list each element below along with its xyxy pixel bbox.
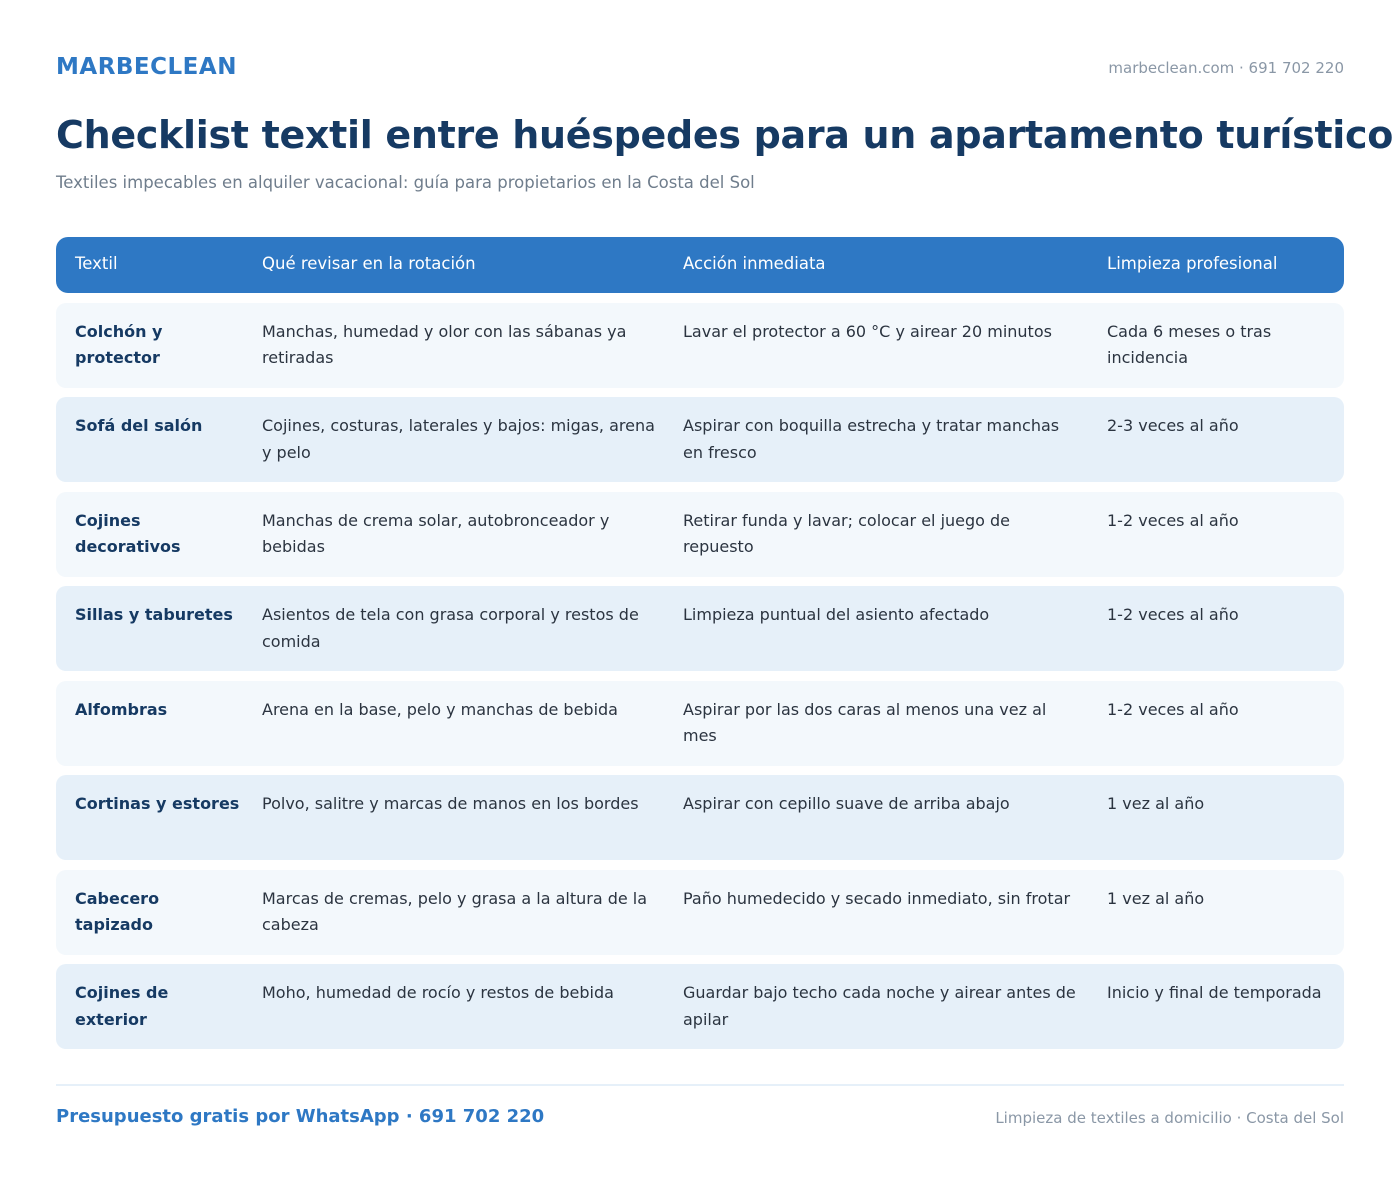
footer-divider	[56, 1084, 1344, 1086]
table-row	[56, 964, 1344, 1049]
cell-limpieza: 1-2 veces al año	[1107, 605, 1239, 624]
page-subtitle: Textiles impecables en alquiler vacacional: guía para propietarios en la Costa del Sol	[56, 173, 755, 192]
header-textil: Textil	[75, 254, 118, 273]
table-row	[56, 681, 1344, 766]
cell-limpieza: 1 vez al año	[1107, 888, 1205, 908]
table-row	[56, 397, 1344, 482]
cell-textil: Sofá del salón	[75, 416, 203, 435]
cell-textil: Colchón y protector	[75, 321, 163, 367]
table-row	[56, 775, 1344, 860]
cell-limpieza: 1-2 veces al año	[1107, 510, 1239, 530]
cell-accion: Aspirar por las dos caras al menos una vez al mes	[683, 699, 1047, 745]
cell-revisar: Cojines, costuras, laterales y bajos: migas, arena y pelo	[262, 416, 655, 462]
table-header	[56, 237, 1344, 293]
table-row	[56, 586, 1344, 671]
cell-limpieza: Inicio y final de temporada	[1107, 983, 1322, 1002]
table-row	[56, 303, 1344, 388]
cell-textil: Cojines de exterior	[75, 983, 169, 1029]
cell-limpieza: Cada 6 meses o tras incidencia	[1107, 321, 1272, 367]
cell-accion: Aspirar con cepillo suave de arriba abajo	[683, 794, 1010, 813]
cell-revisar: Moho, humedad de rocío y restos de bebida	[262, 983, 614, 1002]
header-accion: Acción inmediata	[683, 254, 826, 273]
table-row	[56, 492, 1344, 577]
cell-accion: Guardar bajo techo cada noche y airear antes de apilar	[683, 983, 1076, 1029]
footer-tagline: Limpieza de textiles a domicilio · Costa del Sol	[995, 1109, 1344, 1127]
table-row	[56, 870, 1344, 955]
cell-revisar: Marcas de cremas, pelo y grasa a la altura de la cabeza	[262, 888, 648, 934]
cell-accion: Limpieza puntual del asiento afectado	[683, 605, 990, 624]
brand-logo[interactable]: MARBECLEAN	[56, 54, 237, 80]
header-revisar: Qué revisar en la rotación	[262, 254, 476, 273]
cell-textil: Cortinas y estores	[75, 794, 240, 813]
cell-textil: Alfombras	[75, 699, 168, 719]
cell-limpieza: 2-3 veces al año	[1107, 416, 1239, 435]
cell-revisar: Asientos de tela con grasa corporal y restos de comida	[262, 605, 639, 651]
cell-accion: Paño humedecido y secado inmediato, sin frotar	[683, 888, 1071, 908]
cell-limpieza: 1-2 veces al año	[1107, 699, 1239, 719]
whatsapp-cta[interactable]: Presupuesto gratis por WhatsApp · 691 702 220	[56, 1106, 545, 1127]
cell-revisar: Arena en la base, pelo y manchas de bebida	[262, 699, 618, 719]
cell-textil: Sillas y taburetes	[75, 605, 233, 624]
cell-revisar: Manchas, humedad y olor con las sábanas ya retiradas	[262, 321, 627, 367]
cell-textil: Cabecero tapizado	[75, 888, 160, 934]
cell-revisar: Polvo, salitre y marcas de manos en los bordes	[262, 794, 639, 813]
cell-accion: Retirar funda y lavar; colocar el juego de repuesto	[683, 510, 1011, 556]
checklist-table	[56, 237, 1344, 1049]
cell-accion: Aspirar con boquilla estrecha y tratar manchas en fresco	[683, 416, 1060, 462]
cell-textil: Cojines decorativos	[75, 510, 181, 556]
cell-revisar: Manchas de crema solar, autobronceador y bebidas	[262, 510, 610, 556]
contact-info[interactable]: marbeclean.com · 691 702 220	[1108, 59, 1344, 77]
cell-limpieza: 1 vez al año	[1107, 794, 1205, 813]
page-header	[56, 54, 1344, 84]
page-title: Checklist textil entre huéspedes para un apartamento turístico	[56, 113, 1394, 157]
cell-accion: Lavar el protector a 60 °C y airear 20 minutos	[683, 321, 1052, 341]
header-limpieza: Limpieza profesional	[1107, 254, 1278, 273]
